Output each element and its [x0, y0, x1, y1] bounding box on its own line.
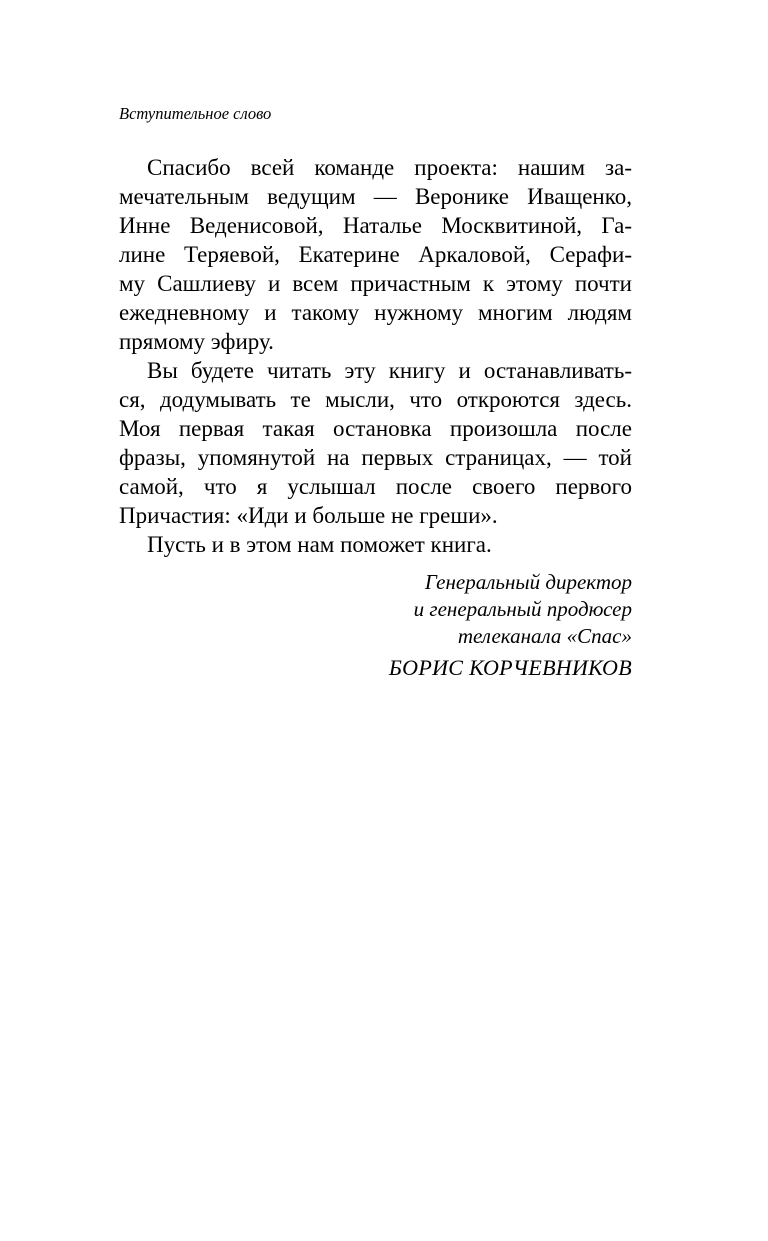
running-head: Вступительное слово [119, 104, 272, 123]
paragraph-1-line-4: лине Теряевой, Екатерине Аркаловой, Серафи- [119, 242, 632, 267]
signature-role-line-1: Генеральный директор [424, 570, 632, 594]
paragraph-1-line-2: мечательным ведущим — Веронике Иващенко, [119, 184, 632, 209]
paragraph-3-line-1: Пусть и в этом нам поможет книга. [147, 532, 492, 557]
paragraph-2-line-5: самой, что я услышал после своего первого [119, 474, 632, 499]
paragraph-2-line-3: Моя первая такая остановка произошла после [119, 416, 632, 441]
paragraph-1-line-3: Инне Веденисовой, Наталье Москвитиной, Га- [119, 213, 632, 238]
paragraph-2-line-2: ся, додумывать те мысли, что откроются здесь. [119, 387, 632, 412]
paragraph-2-line-6: Причастия: «Иди и больше не греши». [119, 503, 498, 528]
paragraph-2-line-1: Вы будете читать эту книгу и останавливать- [147, 358, 632, 383]
signature-role-line-2: и генеральный продюсер [413, 597, 632, 621]
paragraph-2-line-4: фразы, упомянутой на первых страницах, — той [119, 445, 632, 470]
paragraph-1-line-1: Спасибо всей команде проекта: нашим за- [147, 155, 632, 180]
body-text [119, 153, 632, 559]
paragraph-1-line-5: му Сашлиеву и всем причастным к этому почти [119, 271, 632, 296]
paragraph-1-line-7: прямому эфиру. [119, 329, 274, 354]
paragraph-1-line-6: ежедневному и такому нужному многим людям [119, 300, 632, 325]
signature-role-line-3: телеканала «Спас» [457, 624, 632, 648]
signature [389, 569, 632, 682]
signature-name: БОРИС КОРЧЕВНИКОВ [388, 655, 632, 680]
